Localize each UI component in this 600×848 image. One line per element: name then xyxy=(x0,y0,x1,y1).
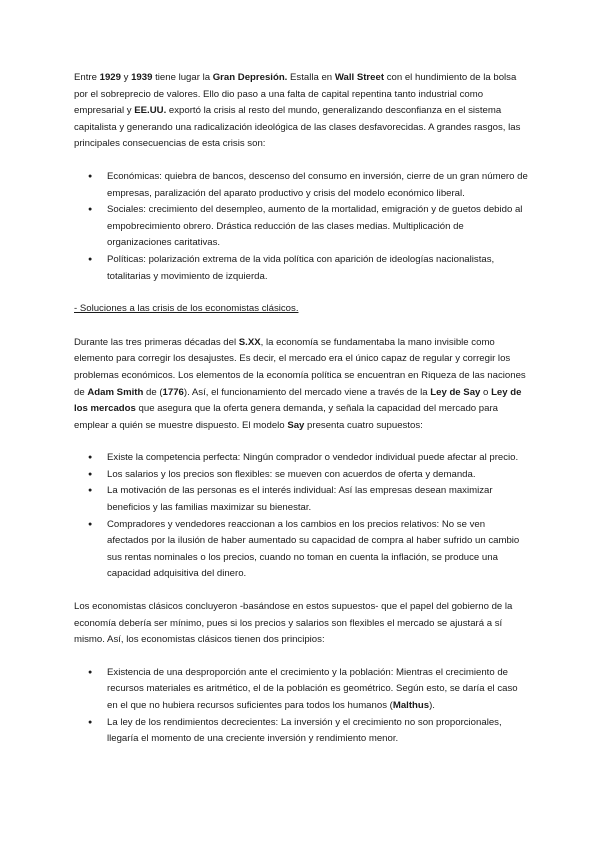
text-run: exportó la crisis al resto del mundo, generalizando desconfianza en el sistema capitalista y generando una radicalización ideológica de las clases desfavorecidas. A grandes rasgos, las principales consecuencias de esta crisis son: xyxy=(74,105,521,150)
text-run: tiene lugar la xyxy=(152,72,213,83)
text-run: presenta cuatro supuestos: xyxy=(304,419,423,431)
intro-paragraph xyxy=(74,70,528,153)
list-item xyxy=(74,715,528,748)
bold-text-run: EE.UU. xyxy=(134,105,167,117)
text-run: Estalla en xyxy=(287,72,335,83)
consequences-list xyxy=(74,169,528,285)
conclusion-paragraph xyxy=(74,599,528,649)
text-run: , la economía se fundamentaba la mano invisible como elemento para corregir los desajustes. Es decir, el mercado era el único capaz de regular y corregir los problemas económicos. Los elementos de la economía política se encuentran en Riqueza de las naciones de xyxy=(74,336,526,398)
text-run: que asegura que la oferta genera demanda, y señala la capacidad del mercado para emplear a quién se muestre dispuesto. El modelo xyxy=(74,403,499,431)
text-run: con el hundimiento de la bolsa por el sobreprecio de valores. Ello dio paso a una falta de capital repentina tanto industrial como empresarial y xyxy=(74,72,517,117)
text-run: La ley de los rendimientos decrecientes: La inversión y el crecimiento no son proporcionales, llegaría el momento de una creciente inversión y rendimiento menor. xyxy=(107,716,502,745)
bold-text-run: Adam Smith xyxy=(87,386,144,398)
text-run: Existencia de una desproporción ante el crecimiento y la población: Mientras el crecimiento de recursos materiales es aritmético, el de la población es geométrico. Según esto, se daría el caso en el que no hubiera recursos suficientes para todos los humanos ( xyxy=(107,666,518,711)
bold-text-run: Ley de Say xyxy=(430,386,481,398)
text-run: Los economistas clásicos concluyeron -basándose en estos supuestos- que el papel del gobierno de la economía debería ser mínimo, pues si los precios y salarios son flexibles el mercado se ajustará a sí mismo. Así, los economistas clásicos tienen dos principios: xyxy=(74,601,513,646)
principles-list xyxy=(74,665,528,748)
bold-text-run: Ley de los mercados xyxy=(74,386,522,415)
bold-text-run: Say xyxy=(287,419,305,431)
list-item: ● Políticas: polarización extrema de la vida política con aparición de ideologías nacionalistas, totalitarias y movimiento de izquierda. xyxy=(74,252,528,285)
text-run: ). Así, el funcionamiento del mercado viene a través de la xyxy=(183,386,431,398)
bold-text-run: Malthus xyxy=(392,700,430,711)
list-item xyxy=(74,665,528,715)
text-run: ). xyxy=(429,700,435,711)
section-heading: - Soluciones a las crisis de los economistas clásicos. xyxy=(74,303,299,315)
bold-text-run: S.XX xyxy=(238,336,261,348)
bold-text-run: Wall Street xyxy=(334,72,385,83)
text-run: Entre xyxy=(74,72,100,83)
list-item: ● Económicas: quiebra de bancos, descenso del consumo en inversión, cierre de un gran número de empresas, paralización del aparato productivo y crisis del modelo económico liberal. xyxy=(74,169,528,202)
list-item: ● Existe la competencia perfecta: Ningún comprador o vendedor individual puede afectar al precio. xyxy=(74,450,528,467)
bold-text-run: 1939 xyxy=(131,72,153,83)
text-run: Durante las tres primeras décadas del xyxy=(74,336,239,348)
assumptions-list xyxy=(74,450,528,583)
list-item: ● Compradores y vendedores reaccionan a los cambios en los precios relativos: No se ven afectados por la ilusión de haber aumentado su capacidad de compra al haber sufrido un cambio sus rentas nominales o los precios, cuando no toman en cuenta la inflación, se produce una capacidad adquisitiva del dinero. xyxy=(74,517,528,583)
bold-text-run: Gran Depresión. xyxy=(212,72,288,83)
text-run: de ( xyxy=(143,386,163,398)
bold-text-run: 1929 xyxy=(99,72,121,83)
bold-text-run: 1776 xyxy=(162,386,184,398)
list-item: ● La motivación de las personas es el interés individual: Así las empresas desean maximizar beneficios y las familias maximizar su bienestar. xyxy=(74,483,528,516)
text-run: y xyxy=(120,72,132,83)
list-item: ● Sociales: crecimiento del desempleo, aumento de la mortalidad, emigración y de guetos debido al empobrecimiento obrero. Drástica reducción de las clases medias. Multiplicación de organizaciones caritativas. xyxy=(74,202,528,252)
text-run: o xyxy=(480,386,492,398)
list-item: ● Los salarios y los precios son flexibles: se mueven con acuerdos de oferta y demanda. xyxy=(74,467,528,484)
classics-paragraph xyxy=(74,335,528,435)
